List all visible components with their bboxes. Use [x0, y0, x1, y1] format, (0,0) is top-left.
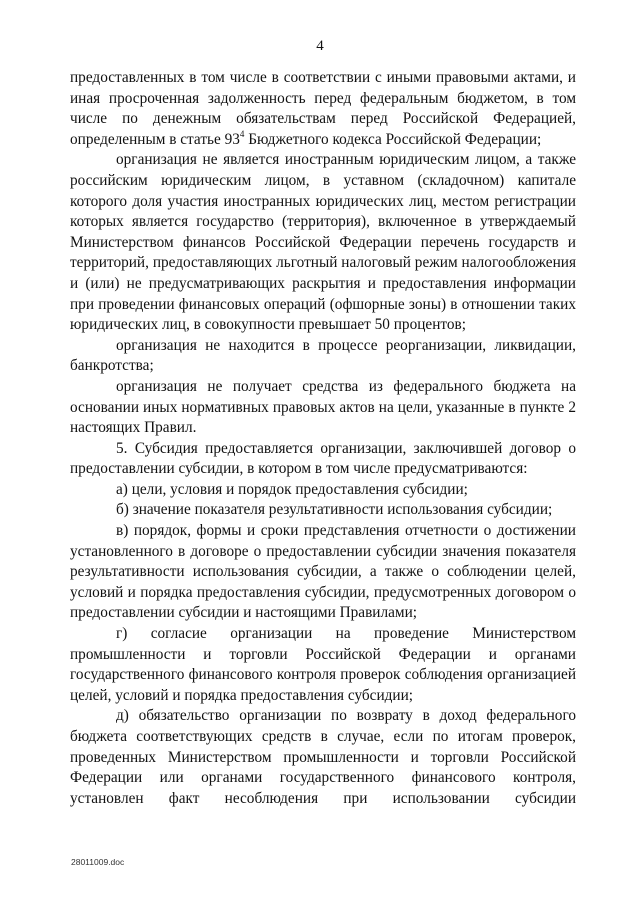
paragraph-text: организация не является иностранным юридическим лицом, а также российским юридическим лицом, в уставном (складочном) капитале которого доля участия иностранных юридических лиц, местом регистрации которых является государство (территория), включенное в утверждаемый Министерством финансов Российской Федерации перечень государств и территорий, предоставляющих льготный налоговый режим налогообложения и (или) не предусматривающих раскрытия и предоставления информации при проведении финансовых операций (офшорные зоны) в отношении таких юридических лиц, в совокупности превышает 50 процентов; — [70, 151, 576, 334]
paragraph-text: а) цели, условия и порядок предоставления субсидии; — [116, 480, 468, 498]
paragraph-text: д) обязательство организации по возврату в доход федерального бюджета соответствующих средств в случае, если по итогам проверок, проведенных Министерством промышленности и торговли Российской Федерации или органами государственного финансового контроля, установлен факт несоблюдения при использовании субсидии — [70, 707, 576, 807]
paragraph-text: организация не находится в процессе реорганизации, ликвидации, банкротства; — [70, 336, 576, 375]
paragraph — [70, 521, 576, 624]
page-number: 4 — [316, 38, 324, 54]
paragraph-text: г) согласие организации на проведение Министерством промышленности и торговли Российской Федерации и органами государственного финансового контроля проверок соблюдения организацией целей, условий и порядка предоставления субсидии; — [70, 625, 576, 704]
paragraph-text: 5. Субсидия предоставляется организации, заключившей договор о предоставлении субсидии, в котором в том числе предусматриваются: — [70, 439, 576, 478]
paragraph-text: организация не получает средства из федерального бюджета на основании иных нормативных правовых актов на цели, указанные в пункте 2 настоящих Правил. — [70, 377, 576, 437]
paragraph — [70, 500, 576, 521]
paragraph — [70, 336, 576, 377]
paragraph-text: в) порядок, формы и сроки представления отчетности о достижении установленного в договоре о предоставлении субсидии значения показателя результативности использования субсидии, а также о соблюдении целей, условий и порядка предоставления субсидии, предусмотренных договором о предоставлении субсидии и настоящими Правилами; — [70, 522, 576, 622]
superscript: 4 — [239, 128, 245, 139]
paragraph — [70, 480, 576, 501]
document-body — [70, 68, 576, 809]
footer-filename: 28011009.doc — [71, 857, 125, 867]
paragraph — [70, 439, 576, 480]
paragraph — [70, 68, 576, 150]
paragraph — [70, 706, 576, 809]
paragraph — [70, 377, 576, 439]
paragraph-text: предоставленных в том числе в соответствии с иными правовыми актами, и иная просроченная задолженность перед федеральным бюджетом, в том числе по денежным обязательствам перед Российской Федерацией, определенным в статье 93 — [70, 69, 576, 148]
paragraph — [70, 624, 576, 706]
paragraph — [70, 150, 576, 335]
paragraph-text: Бюджетного кодекса Российской Федерации; — [244, 130, 542, 148]
paragraph-text: б) значение показателя результативности использования субсидии; — [116, 501, 553, 519]
